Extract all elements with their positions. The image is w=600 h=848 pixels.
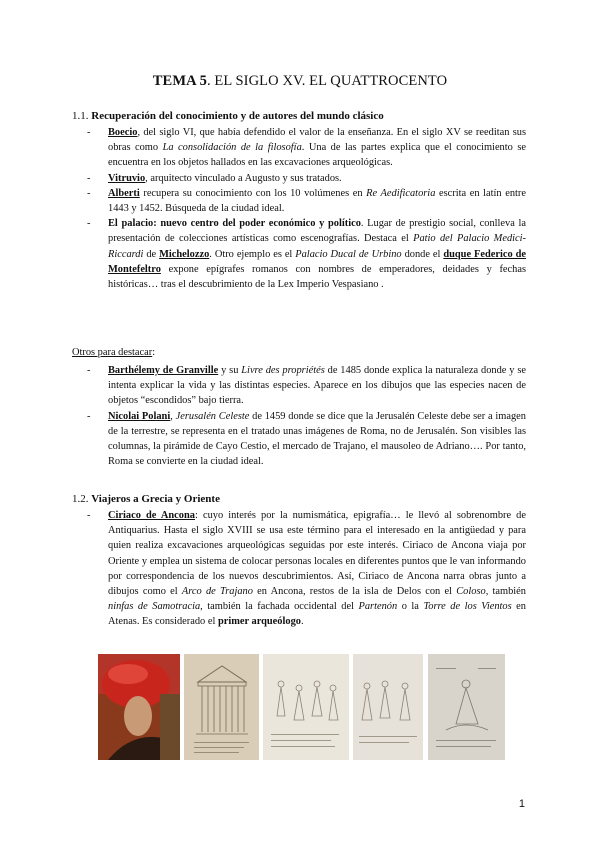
bullet-dash: - [87,127,91,138]
text: recupera su conocimiento con los 10 volúmenes en [139,187,367,199]
author-name: Boecio [108,127,138,138]
work-title: ninfas de Samotracia [108,601,201,613]
text: . [300,616,304,628]
text: de [143,248,160,260]
colon: : [152,347,156,358]
sketch-drawing-image [428,654,505,760]
bullet-dash: - [87,218,91,230]
title-rest: . EL SIGLO XV. EL QUATTROCENTO [206,73,448,89]
text: de 1459 donde se dice que la Jerusalén Celeste debe ser a imagen de la terrestre, se representa en el tratado unas imágenes de Roma, no de Jerusalén. Son visibles las columnas, la pirámide de Cayo Cestio, el mercado de Trajano, el mausoleo de Adriano…. Por tanto, Roma se convierte en la ciudad ideal. [108,410,526,468]
section-title: Recuperación del conocimiento y de autores del mundo clásico [91,110,384,122]
work-title: Arco de Trajano [181,586,253,598]
person-name: duque Federico de Montefeltro [108,248,526,275]
text: en Atenas. Es considerado el [108,601,526,628]
list-item-ciriaco [82,508,526,630]
list-item-barthelemy [82,363,526,409]
list-item-boecio [82,125,526,171]
section-number: 1.2. [72,493,92,505]
section-1-1-list [82,125,526,292]
bold-lead: El palacio: nuevo centro del poder económico y político [108,218,361,230]
work-title: Jerusalén Celeste [175,410,250,422]
list-item-palacio [82,216,526,292]
work-title: Coloso [456,586,486,598]
list-item-polani [82,409,526,470]
text: : cuyo interés por la numismática, epigrafía… le llevó al sobrenombre de Antiquarius. Hasta el siglo XVIII se usa este término para el interesado en la antigüedad y para quien realiza excavaciones arqueológicas seguidas por este interés. Ciriaco de Ancona viaja por Oriente y emplea un sistema de colocar personas locales en diferentes puntos que le van informando por correspondencia de los nuevos descubrimientos. Así, Ciriaco de Ancona narra obras junto a dibujos como el [108,510,526,598]
work-title: Livre des propriétés [241,365,325,376]
text: . Lugar de prestigio social, conlleva la presentación de colecciones artísticas como escenografías. Destaca el [108,218,526,245]
author-name: Michelozzo [159,248,210,260]
facade-drawing-image [184,654,259,760]
text: en Ancona, restos de la isla de Delos con el [252,586,457,598]
author-name: Vitruvio [108,172,146,184]
bullet-dash: - [87,365,91,376]
page-number: 1 [518,798,525,810]
text: , [170,410,176,422]
text: donde el [401,248,444,260]
text: . Otro ejemplo es el [209,248,296,260]
page-title [0,73,600,90]
others-list [82,363,526,469]
author-name: Barthélemy de Granville [108,365,219,376]
section-title: Viajeros a Grecia y Oriente [91,493,220,505]
list-item-vitruvio [82,171,526,186]
section-number: 1.1. [72,110,92,122]
bold-term: primer arqueólogo [217,616,301,628]
section-heading-1-2 [72,493,220,505]
text: , también [485,586,526,598]
work-title: Torre de los Vientos [423,601,512,613]
text: escrita en latín entre 1443 y 1452. Búsqueda de la ciudad ideal. [108,187,526,215]
text: . Una de las partes explica que el conocimiento se encuentra en los objetos hallados en las excavaciones arqueológicas. [108,142,526,169]
portrait-image [98,654,180,760]
work-title: Partenón [358,601,398,613]
bullet-dash: - [87,172,91,184]
work-title: Re Aedificatoria [366,187,436,199]
list-item-alberti [82,186,526,216]
text: , también la fachada occidental del [200,601,359,613]
section-heading-1-1 [72,110,384,122]
others-heading [72,347,155,358]
author-name: Ciriaco de Ancona [108,510,195,521]
work-title: La consolidación de la filosofía [162,142,302,154]
work-title: Palacio Ducal de Urbino [295,248,402,260]
author-name: Alberti [108,187,140,199]
section-1-2-list [82,508,526,630]
bullet-dash: - [87,410,91,422]
text: , del siglo VI, que había defendido el valor de la enseñanza. En el siglo XV se reeditan sus obras como [108,127,526,154]
text: expone epígrafes romanos con nombres de emperadores, deidades y fechas históricas… tras el descubrimiento de la Lex Imperio Vespasiano . [108,263,526,291]
others-label: Otros para destacar [72,347,153,358]
nymphs-drawing-image [263,654,349,760]
text: , arquitecto vinculado a Augusto y sus tratados. [145,172,342,184]
text: de 1485 donde explica la naturaleza donde y se intenta explicar la vida y las distintas especies. Aparece en los dibujos que las especies nacen de objetos “escondidos” bajo tierra. [108,365,526,407]
text: o la [397,601,424,613]
figures-drawing-image [353,654,423,760]
author-name: Nicolai Polani [108,410,171,422]
work-title: Patio del Palacio Medici-Riccardi [108,233,526,260]
bullet-dash: - [87,510,91,521]
bullet-dash: - [87,187,91,199]
text: y su [218,365,242,376]
title-bold: TEMA 5 [152,73,207,89]
